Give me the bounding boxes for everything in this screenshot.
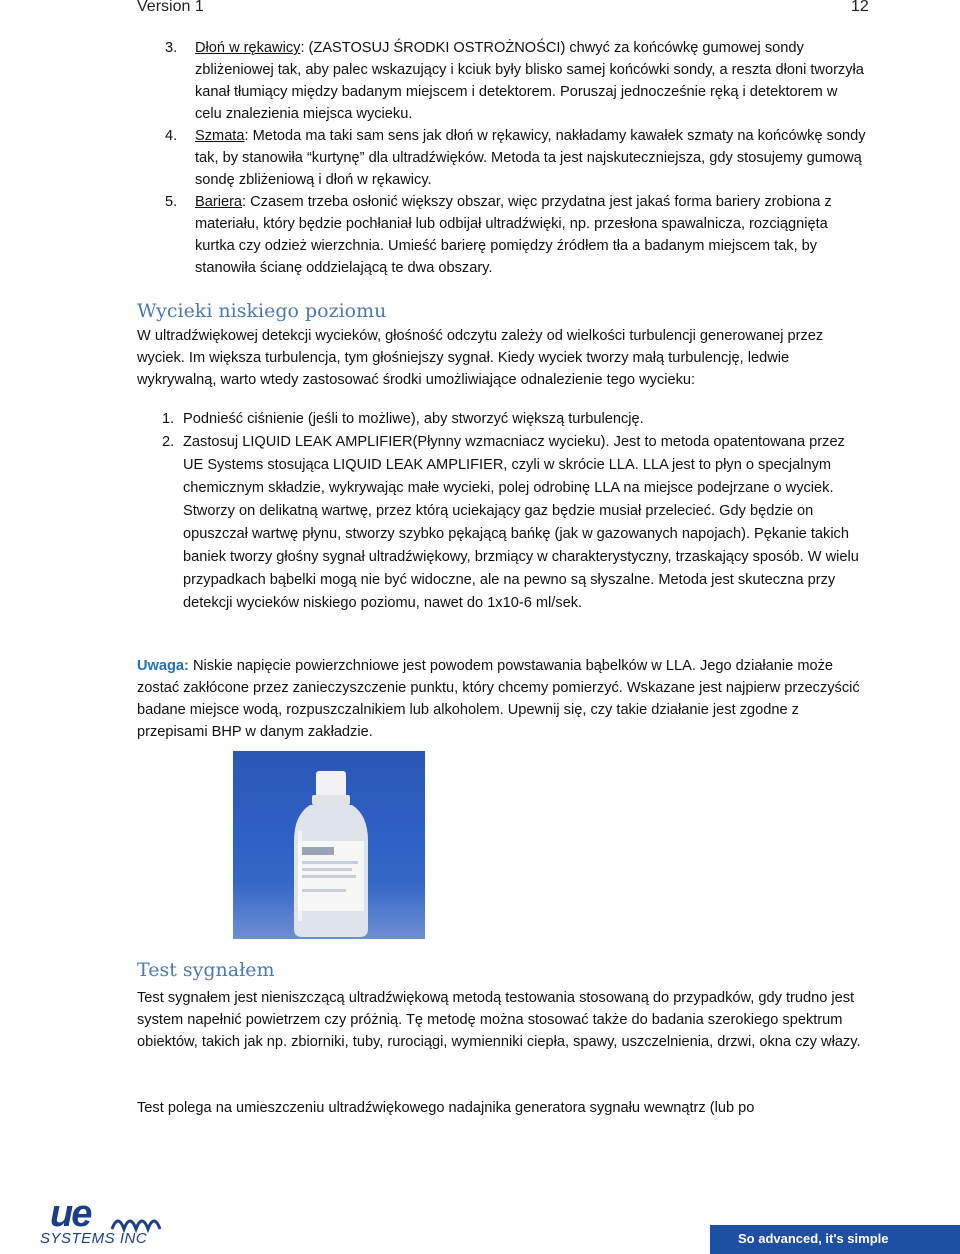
list-item — [137, 37, 867, 125]
item-number: 1. — [162, 411, 175, 427]
warning-label: Uwaga: — [137, 658, 189, 674]
section-heading-low-leaks: Wycieki niskiego poziomu — [137, 300, 387, 322]
steps-list — [137, 37, 867, 279]
logo-subtitle: SYSTEMS INC — [40, 1230, 148, 1247]
ue-systems-logo — [40, 1193, 170, 1251]
footer-slogan-bar — [710, 1225, 960, 1254]
list-item — [137, 125, 867, 191]
low-leaks-intro: W ultradźwiękowej detekcji wycieków, głośność odczytu zależy od wielkości turbulencji generowanej przez wyciek. Im większa turbulencja, tym głośniejszy sygnał. Kiedy wyciek tworzy małą turbulencję, ledwie wykrywalną, warto wtedy zastosować środki umożliwiające odnalezienie tego wycieku: — [137, 328, 824, 388]
step-title: Bariera — [195, 194, 243, 210]
step-number: 4. — [165, 128, 178, 144]
list-item — [137, 408, 862, 431]
warning-note — [137, 655, 865, 743]
signal-test-paragraph-2: Test polega na umieszczeniu ultradźwiękowego nadajnika generatora sygnału wewnątrz (lub po — [137, 1100, 755, 1116]
item-text: Podnieść ciśnienie (jeśli to możliwe), aby stworzyć większą turbulencję. — [183, 411, 644, 427]
signal-test-paragraph-1: Test sygnałem jest nieniszczącą ultradźwiękową metodą testowania stosowaną do przypadków, gdy trudno jest system napełnić powietrzem czy próżnią. Tę metodę można stosować także do badania szerokiego spektrum obiektów, takich jak np. zbiorniki, tuby, rurociągi, wymienniki ciepła, spawy, uszczelnienia, drzwi, okna czy włazy. — [137, 990, 861, 1050]
item-number: 2. — [162, 434, 175, 450]
warning-text: Niskie napięcie powierzchniowe jest powodem powstawania bąbelków w LLA. Jego działanie może zostać zakłócone przez zanieczyszczenie punktu, który chcemy pomierzyć. Wskazane jest najpierw przeczyścić badane miejsce wodą, rozpuszczalnikiem lub alkoholem. Upewnij się, czy takie działanie jest zgodne z przepisami BHP w danym zakładzie. — [137, 658, 860, 740]
header-page-number: 12 — [851, 0, 869, 15]
low-leaks-list — [137, 408, 862, 615]
step-text: : Metoda ma taki sam sens jak dłoń w rękawicy, nakładamy kawałek szmaty na końcówkę sondy tak, by stanowiła “kurtynę” dla ultradźwięków. Metoda ta jest najskuteczniejsza, gdy stosujemy gumową sondę zbliżeniową i dłoń w rękawicy. — [195, 128, 866, 188]
header-version: Version 1 — [137, 0, 204, 15]
list-item — [137, 191, 867, 279]
step-text: : Czasem trzeba osłonić większy obszar, więc przydatna jest jakaś forma bariery zrobiona z materiału, który będzie pochłaniał lub odbijał ultradźwięki, np. przesłona spawalnicza, rozciągnięta kurtka czy odzież wierzchnia. Umieść barierę pomiędzy źródłem tła a badanym miejscem tak, by stanowiła ścianę oddzielającą te dwa obszary. — [195, 194, 832, 276]
step-number: 3. — [165, 40, 178, 56]
footer-slogan: So advanced, it's simple — [738, 1231, 889, 1246]
step-number: 5. — [165, 194, 178, 210]
logo-text: ue — [50, 1193, 91, 1235]
lla-bottle-photo — [233, 751, 425, 939]
step-title: Szmata — [195, 128, 245, 144]
section-heading-signal-test: Test sygnałem — [137, 959, 275, 981]
bottle-icon — [288, 771, 374, 937]
step-text: : (ZASTOSUJ ŚRODKI OSTROŻNOŚCI) chwyć za końcówkę gumowej sondy zbliżeniowej tak, aby palec wskazujący i kciuk były blisko samej końcówki sondy, a reszta dłoni tworzyła kanał tłumiący między badanym miejscem i detektorem. Poruszaj jednocześnie ręką i detektorem w celu znalezienia miejsca wycieku. — [195, 40, 864, 122]
step-title: Dłoń w rękawicy — [195, 40, 301, 56]
item-text: Zastosuj LIQUID LEAK AMPLIFIER(Płynny wzmacniacz wycieku). Jest to metoda opatentowana przez UE Systems stosująca LIQUID LEAK AMPLIFIER, czyli w skrócie LLA. LLA jest to płyn o specjalnym chemicznym składzie, wykrywając małe wycieki, polej odrobinę LLA na miejsce podejrzane o wyciek. Stworzy on delikatną wartwę, przez którą uciekający gaz będzie musiał przelecieć. Gdy będzie on opuszczał wartwę płynu, stworzy szybko pękającą bańkę (jak w gazowanych napojach). Pękanie takich baniek tworzy głośny sygnał ultradźwiękowy, brzmiący w charakterystyczny, trzaskający sposób. W wielu przypadkach bąbelki mogą nie być widoczne, ale na pewno są słyszalne. Metoda jest skuteczna przy detekcji wycieków niskiego poziomu, nawet do 1x10-6 ml/sek. — [183, 434, 859, 611]
list-item — [137, 431, 862, 615]
